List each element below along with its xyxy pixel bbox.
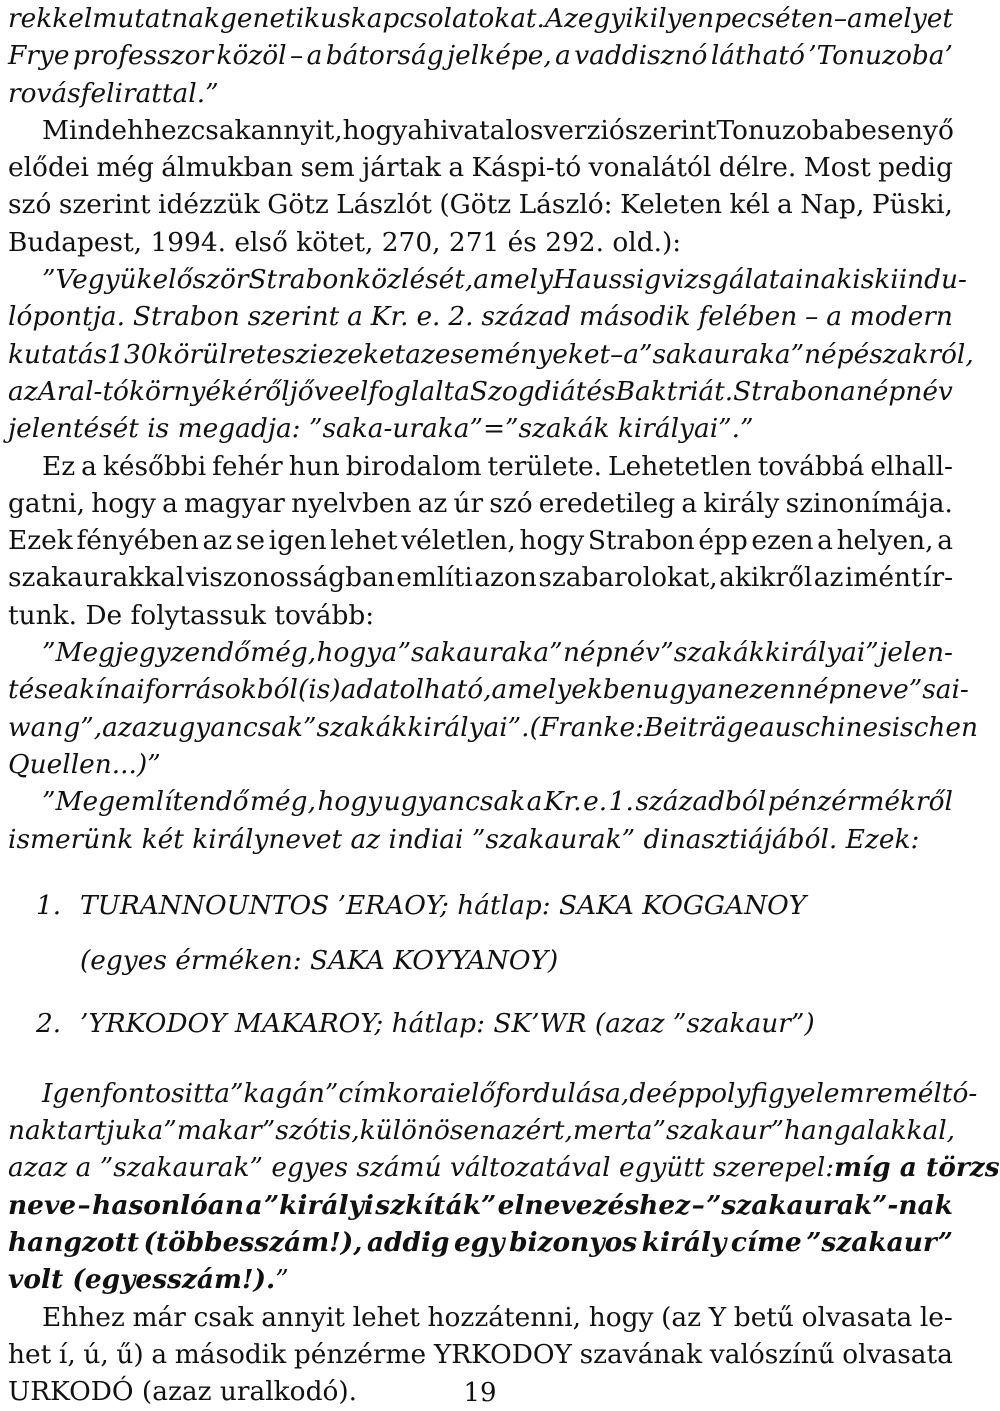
text-line	[8, 373, 953, 410]
word: mutatnak	[92, 3, 220, 34]
word: második	[174, 1338, 287, 1370]
word: Strabon	[587, 525, 695, 557]
word: idézzük	[158, 189, 260, 221]
word: –	[691, 1189, 705, 1221]
word: népnév	[562, 637, 660, 669]
word: jőve	[289, 375, 345, 407]
word: besenyő	[844, 114, 954, 146]
word: ú,	[83, 1338, 109, 1370]
text-span: ”	[275, 1264, 289, 1296]
word: azon	[474, 562, 537, 594]
word: először	[152, 264, 249, 296]
word: helyen,	[836, 525, 934, 557]
word: is	[852, 264, 875, 296]
word: ugyancsak	[161, 711, 303, 743]
word: ezen	[751, 525, 814, 557]
word: tése	[8, 674, 64, 706]
word: wang”,	[8, 711, 103, 743]
word: hogy	[342, 114, 408, 146]
word: már	[132, 1301, 186, 1333]
word: elődei	[8, 152, 89, 184]
word: szó	[489, 487, 533, 519]
word: –	[833, 3, 848, 34]
word: Haussig	[553, 264, 662, 296]
word: pénzérme	[293, 1338, 427, 1370]
word: elfoglalta	[344, 375, 470, 407]
word: lehet	[352, 1301, 420, 1333]
word: genetikus	[219, 3, 351, 34]
text-line	[8, 671, 969, 708]
word: is,	[329, 1115, 360, 1147]
word: hogy	[317, 786, 383, 818]
word: századból	[635, 786, 767, 818]
word: ”szakák	[302, 711, 408, 743]
word: ilyen	[649, 3, 715, 34]
word: szabarolokat,	[538, 562, 718, 594]
word: nép	[804, 338, 854, 370]
word: neve	[8, 1189, 77, 1221]
word: szó	[8, 189, 52, 221]
word: elhall-	[870, 450, 953, 482]
word: azaz	[102, 711, 162, 743]
word: kiindu-	[874, 264, 967, 296]
word: a	[526, 786, 543, 818]
word: Tonuzoba	[716, 114, 845, 146]
word: mert	[572, 1115, 637, 1147]
word: Aral-tó	[37, 375, 129, 407]
word: Strabon	[248, 264, 356, 296]
word: –	[290, 40, 304, 72]
word: (Götz	[439, 189, 512, 221]
word: Káspi-tó	[471, 152, 582, 184]
word: fontos	[101, 1077, 185, 1109]
word: neve	[845, 674, 909, 706]
word: északról,	[853, 338, 974, 370]
word: de	[629, 1077, 662, 1109]
bold-span: volt (egyesszám!).	[8, 1264, 276, 1296]
word: király	[703, 487, 780, 519]
word: Lehetetlen	[608, 450, 752, 482]
word: hangzott	[8, 1227, 139, 1259]
word: a	[407, 114, 424, 146]
text-line	[8, 112, 953, 149]
list-text: TURANNOUNTOS ’ERAOY; hátlap: SAKA KOGGANOY	[80, 889, 807, 921]
word: viszonosságban	[185, 562, 395, 594]
word: hogy	[316, 637, 382, 669]
word: korai	[386, 1077, 456, 1109]
word: hangalakkal,	[784, 1115, 956, 1147]
word: az	[8, 375, 38, 407]
text-line	[8, 186, 953, 223]
word: azért,	[496, 1115, 573, 1147]
word: a	[347, 301, 363, 333]
word: egyik	[577, 3, 650, 34]
word: ”királyi	[263, 1189, 374, 1221]
list-item	[8, 878, 953, 933]
word: (Franke:	[529, 711, 645, 743]
word: a	[63, 674, 80, 706]
word: a	[840, 375, 856, 407]
word: Az	[544, 3, 578, 34]
text-line	[8, 634, 953, 671]
word: olvasata	[801, 1301, 913, 1333]
word: előfordulása,	[455, 1077, 630, 1109]
word: Frye	[8, 40, 70, 72]
word: hasonlóan	[92, 1189, 245, 1221]
word: az	[202, 525, 233, 557]
word: fényében	[76, 525, 199, 557]
word: Most	[803, 152, 871, 184]
text-line	[8, 1336, 953, 1373]
word: aus	[758, 711, 806, 743]
word: teszi	[255, 338, 318, 370]
bold-span: míg a törzs	[834, 1152, 1000, 1184]
word: ”kagán”	[230, 1077, 339, 1109]
text-line	[8, 1112, 956, 1149]
list-number: 2.	[36, 1007, 62, 1039]
word: nép	[796, 674, 846, 706]
list-number: 1.	[36, 889, 62, 921]
word: 2.	[448, 301, 474, 333]
word: a	[151, 1338, 168, 1370]
text-line	[8, 485, 953, 522]
word: Strabon	[733, 375, 840, 407]
word: hun	[288, 450, 340, 482]
text-line	[8, 336, 974, 373]
text-line	[8, 1187, 953, 1224]
text-line	[8, 1261, 953, 1298]
word: Szogdiát	[469, 375, 587, 407]
word: a	[381, 637, 398, 669]
word: hozzátenni,	[427, 1301, 582, 1333]
word: a	[81, 450, 97, 482]
list-subtext: (egyes érméken: SAKA KOYYANOY)	[80, 944, 559, 976]
word: még	[96, 152, 154, 184]
word: még,	[250, 637, 317, 669]
text-line: jelentését is megadja: ”saka-uraka”=”szakák királyai”.”	[8, 413, 754, 445]
word: amely	[473, 264, 553, 296]
word: (többesszám!),	[143, 1227, 363, 1259]
word: gatni,	[8, 487, 86, 519]
word: bizonyos	[509, 1227, 638, 1259]
word: hogy	[519, 525, 585, 557]
word: Ez	[42, 450, 76, 482]
word: területe.	[487, 450, 603, 482]
word: ’Tonuzoba’	[808, 40, 953, 72]
word: e.	[416, 301, 441, 333]
word: vizsgálatainak	[661, 264, 853, 296]
word: szerint	[624, 114, 717, 146]
word: csak	[190, 114, 251, 146]
word: bátorság	[325, 40, 444, 72]
word: annyit,	[250, 114, 343, 146]
word: addig	[366, 1227, 450, 1259]
word: látható	[710, 40, 805, 72]
word: a	[937, 525, 953, 557]
text-line	[8, 559, 953, 596]
word: ”makar”	[163, 1115, 276, 1147]
word: pedig	[878, 152, 953, 184]
word: (is)	[298, 674, 341, 706]
word: Götz	[267, 189, 329, 221]
text-line	[8, 1299, 953, 1336]
word: a	[214, 1077, 231, 1109]
word: Beiträge	[644, 711, 759, 743]
word: királyai”	[765, 637, 879, 669]
text-line: ismerünk két királynevet az indiai ”szakaurak” dinasztiájából. Ezek:	[8, 823, 920, 855]
word: pecséten	[714, 3, 834, 34]
word: a	[448, 152, 465, 184]
word: Ezek	[8, 525, 73, 557]
word: és	[586, 375, 616, 407]
word: a	[777, 189, 793, 221]
word: fehér	[212, 450, 283, 482]
word: ”szakaurak”-nak	[706, 1189, 953, 1221]
word: vonalától	[588, 152, 712, 184]
word: Baktriát.	[615, 375, 734, 407]
word: a	[681, 487, 698, 519]
word: ”szakaur”	[806, 1227, 953, 1259]
word: szerint	[58, 189, 151, 221]
word: éppoly	[661, 1077, 751, 1109]
word: YRKODOY	[433, 1338, 572, 1370]
text-line: tunk. De folytassuk tovább:	[8, 599, 375, 631]
word: e.	[583, 786, 608, 818]
word: Kr.	[370, 301, 409, 333]
word: 1.	[608, 786, 634, 818]
word: eseményeket	[434, 338, 611, 370]
word: hogy	[91, 487, 156, 519]
word: csak	[193, 1301, 254, 1333]
word: az	[417, 487, 448, 519]
text-line: rovásfelirattal.”	[8, 77, 219, 109]
text-line	[8, 709, 978, 746]
word: vaddisznó	[574, 40, 708, 72]
word: olvasata	[842, 1338, 953, 1370]
word: kutatás	[8, 338, 108, 370]
word: királyai”.	[407, 711, 530, 743]
word: eredetileg	[538, 487, 676, 519]
word: le-	[919, 1301, 953, 1333]
word: lehet	[330, 525, 398, 557]
word: valószínű	[709, 1338, 835, 1370]
word: közlését,	[355, 264, 474, 296]
word: szerint	[247, 301, 340, 333]
word: említi	[396, 562, 473, 594]
word: felében	[698, 301, 798, 333]
word: László:	[518, 189, 613, 221]
word: magyar	[184, 487, 285, 519]
word: imént	[844, 562, 922, 594]
word: épp	[698, 525, 748, 557]
list-text: ’YRKODOY MAKAROY; hátlap: SK’WR (azaz ”szakaur”)	[80, 1007, 815, 1039]
word: lópontja.	[8, 301, 126, 333]
word: kél	[729, 189, 770, 221]
word: rekkel	[8, 3, 93, 34]
word: se	[235, 525, 265, 557]
word: figyelemreméltó-	[750, 1077, 978, 1109]
word: elnevezéshez	[497, 1189, 691, 1221]
word: ”Megjegyzendő	[42, 637, 250, 669]
word: környékéről	[129, 375, 290, 407]
word: nyelvben	[291, 487, 412, 519]
page-number: 19	[463, 1378, 497, 1408]
word: –	[610, 338, 624, 370]
word: hivatalos	[423, 114, 544, 146]
word: kínai	[79, 674, 145, 706]
word: Mindehhez	[42, 114, 191, 146]
word: az	[405, 338, 435, 370]
document-page	[8, 0, 1000, 1411]
word: modern	[849, 301, 953, 333]
text-span: azaz a ”szakaurak” egyes számú változatával együtt szerepel:	[8, 1152, 835, 1184]
word: het	[8, 1338, 52, 1370]
word: király	[641, 1227, 727, 1259]
text-line	[8, 37, 953, 74]
word: –	[805, 301, 819, 333]
word: 130	[107, 338, 158, 370]
text-line	[8, 1149, 1000, 1186]
word: professzor	[72, 40, 214, 72]
word: címe	[730, 1227, 802, 1259]
word: század	[481, 301, 572, 333]
text-line	[8, 1075, 978, 1112]
word: amelyekben	[491, 674, 653, 706]
word: közöl	[216, 40, 287, 72]
word: ugyancsak	[383, 786, 526, 818]
word: különösen	[359, 1115, 496, 1147]
word: ugyanezen	[652, 674, 797, 706]
word: ”szakaur”	[652, 1115, 784, 1147]
word: a	[245, 1189, 263, 1221]
word: Ehhez	[42, 1301, 125, 1333]
word: ”Vegyük	[42, 264, 153, 296]
word: pénzérmékről	[767, 786, 953, 818]
word: későbbi	[102, 450, 207, 482]
word: a	[555, 40, 571, 72]
text-line	[8, 783, 953, 820]
word: népnév	[855, 375, 953, 407]
word: sem	[300, 152, 355, 184]
word: ”sai-	[908, 674, 969, 706]
text-line: Budapest, 1994. első kötet, 270, 271 és 292. old.):	[8, 226, 682, 258]
text-line: Quellen...)”	[8, 748, 161, 780]
word: Püski,	[871, 189, 953, 221]
word: akikről	[719, 562, 813, 594]
word: annyit	[261, 1301, 345, 1333]
text-line	[8, 298, 953, 335]
word: a	[636, 1115, 653, 1147]
word: nak	[8, 1115, 57, 1147]
word: a	[162, 487, 178, 519]
word: a	[306, 40, 323, 72]
word: Strabon	[132, 301, 240, 333]
word: jelen-	[879, 637, 953, 669]
text-line	[8, 0, 953, 37]
word: ír-	[923, 562, 953, 594]
word: a	[817, 525, 833, 557]
word: itt	[184, 1077, 215, 1109]
text-line	[8, 261, 967, 298]
word: álmukban	[161, 152, 294, 184]
word: betű	[733, 1301, 794, 1333]
word: jelképe,	[446, 40, 552, 72]
word: a	[623, 338, 639, 370]
word: szót	[275, 1115, 330, 1147]
word: úr	[453, 487, 484, 519]
word: hogy	[588, 1301, 654, 1333]
word: Nap,	[800, 189, 865, 221]
word: Igen	[42, 1077, 102, 1109]
word: szinonímája.	[785, 487, 953, 519]
word: adatolható,	[340, 674, 492, 706]
word: forrásokból	[144, 674, 299, 706]
word: Y	[708, 1301, 727, 1333]
word: véletlen,	[401, 525, 516, 557]
text-line	[8, 1224, 953, 1261]
text-line	[8, 448, 953, 485]
text-line	[8, 522, 953, 559]
word: birodalom	[345, 450, 482, 482]
word: –	[77, 1189, 91, 1221]
word: a	[147, 1115, 164, 1147]
word: kapcsolatokat.	[350, 3, 545, 34]
word: ű)	[116, 1338, 144, 1370]
text-line: URKODÓ (azaz uralkodó).	[8, 1376, 358, 1408]
word: ”sakauraka”	[397, 637, 563, 669]
word: Lászlót	[336, 189, 432, 221]
word: második	[578, 301, 691, 333]
word: igen	[268, 525, 327, 557]
word: jártak	[362, 152, 441, 184]
word: ”sakauraka”	[639, 338, 805, 370]
word: í,	[58, 1338, 76, 1370]
word: körülre	[157, 338, 256, 370]
word: ”szakák	[660, 637, 765, 669]
word: tartjuk	[56, 1115, 148, 1147]
word: délre.	[718, 152, 797, 184]
word: amelyet	[847, 3, 953, 34]
word: egy	[453, 1227, 505, 1259]
word: szakaurakkal	[8, 562, 185, 594]
word: chinesischen	[805, 711, 978, 743]
word: cím	[338, 1077, 387, 1109]
word: a	[826, 301, 842, 333]
word: továbbá	[757, 450, 865, 482]
text-line	[8, 149, 953, 186]
word: ”Megemlítendő	[42, 786, 249, 818]
word: szkíták”	[375, 1189, 497, 1221]
word: Keleten	[620, 189, 722, 221]
word: még,	[250, 786, 316, 818]
word: ezeket	[317, 338, 406, 370]
word: az	[813, 562, 844, 594]
word: (az	[661, 1301, 702, 1333]
word: szavának	[579, 1338, 703, 1370]
word: Kr.	[543, 786, 582, 818]
list-item	[8, 996, 953, 1051]
word: verzió	[543, 114, 625, 146]
